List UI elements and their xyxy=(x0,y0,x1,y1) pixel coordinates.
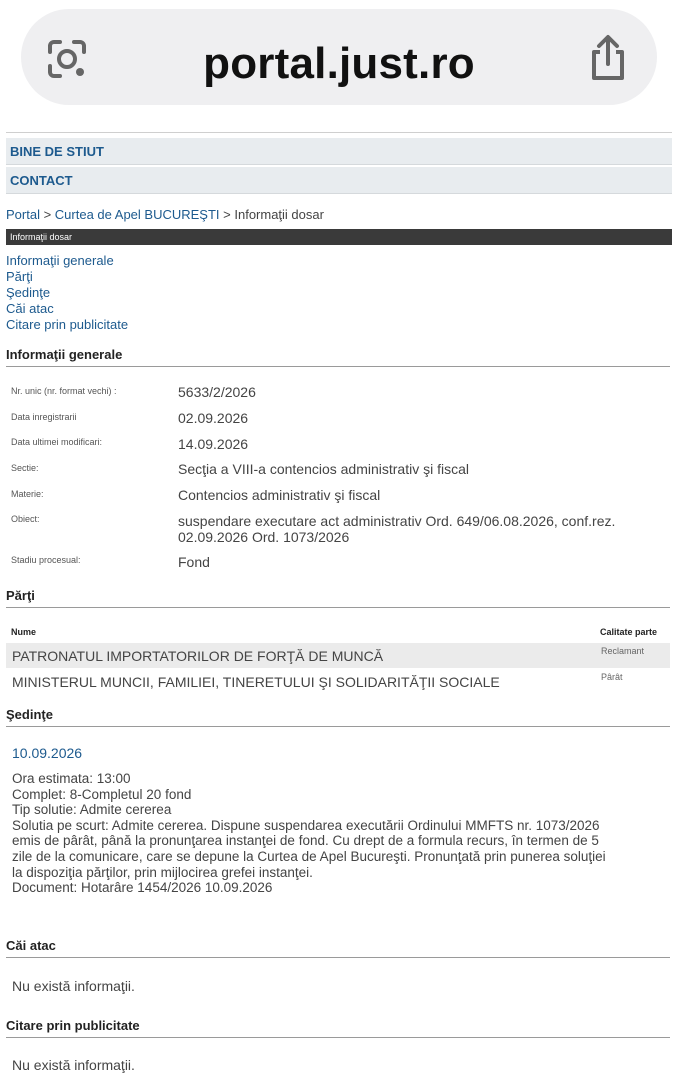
anchor-sedinte[interactable]: Şedinţe xyxy=(6,285,51,300)
breadcrumb-separator: > xyxy=(39,207,55,222)
field-label: Data ultimei modificari: xyxy=(11,437,103,447)
section-title-informatii-generale: Informaţii generale xyxy=(6,347,670,367)
party-name: MINISTERUL MUNCII, FAMILIEI, TINERETULUI ŞI SOLIDARITĂŢII SOCIALE xyxy=(12,674,500,690)
menu-item-bine-de-stiut[interactable] xyxy=(6,138,672,165)
menu-item-label: CONTACT xyxy=(10,173,73,188)
column-header-name: Nume xyxy=(11,627,37,637)
browser-chrome xyxy=(0,0,678,118)
hearing-line: la dispoziţia părţilor, prin mijlocirea grefei instanţei. xyxy=(12,864,313,880)
share-icon[interactable] xyxy=(586,34,630,87)
section-header-bar xyxy=(6,229,672,245)
breadcrumb-court-link[interactable]: Curtea de Apel BUCUREŞTI xyxy=(54,207,220,222)
party-role: Reclamant xyxy=(601,646,645,656)
field-label: Obiect: xyxy=(11,514,40,524)
section-title-citare: Citare prin publicitate xyxy=(6,1018,670,1038)
party-role: Pârât xyxy=(601,672,623,682)
hearing-line: Ora estimata: 13:00 xyxy=(12,771,131,786)
field-label: Materie: xyxy=(11,489,44,499)
hearing-line: zile de la comunicare, care se depune la Curtea de Apel Bucureşti. Pronunţată prin punerea soluţiei xyxy=(12,848,606,864)
hearing-details xyxy=(12,771,662,896)
hearing-document[interactable]: Document: Hotarâre 1454/2026 10.09.2026 xyxy=(12,880,273,896)
field-value: 5633/2/2026 xyxy=(178,384,256,400)
field-label: Nr. unic (nr. format vechi) : xyxy=(11,386,117,396)
section-title-cai-atac: Căi atac xyxy=(6,938,670,958)
field-label: Stadiu procesual: xyxy=(11,555,81,565)
table-row xyxy=(6,669,670,694)
hearing-line: Complet: 8-Completul 20 fond xyxy=(12,786,192,802)
section-header-title: Informaţii dosar xyxy=(10,232,73,242)
address-bar[interactable] xyxy=(21,9,657,105)
anchor-informatii-generale[interactable]: Informaţii generale xyxy=(6,253,114,268)
field-value: 14.09.2026 xyxy=(178,436,249,452)
field-value: Fond xyxy=(178,554,210,570)
field-value: Secţia a VIII-a contencios administrativ şi fiscal xyxy=(178,461,470,477)
empty-state-text: Nu există informaţii. xyxy=(12,978,135,994)
table-row xyxy=(6,643,670,668)
anchor-links xyxy=(6,253,128,333)
breadcrumb-separator: > xyxy=(219,207,235,222)
empty-state-text: Nu există informaţii. xyxy=(12,1057,135,1073)
hearing-line: emis de pârât, până la pronunţarea instanţei de fond. Cu drept de a formula recurs, în termen de 5 xyxy=(12,833,599,849)
anchor-citare[interactable]: Citare prin publicitate xyxy=(6,317,129,332)
breadcrumb-current: Informaţii dosar xyxy=(234,207,324,222)
anchor-cai-atac[interactable]: Căi atac xyxy=(6,301,54,316)
field-value: suspendare executare act administrativ Ord. 649/06.08.2026, conf.rez. 02.09.2026 Ord. 1073/2026 xyxy=(178,513,616,545)
anchor-parti[interactable]: Părţi xyxy=(6,269,33,284)
divider xyxy=(6,132,672,133)
hearing-line: Solutia pe scurt: Admite cererea. Dispune suspendarea executării Ordinului MMFTS nr. 1073/2026 xyxy=(12,817,600,833)
field-label: Sectie: xyxy=(11,463,39,473)
section-title-parti: Părţi xyxy=(6,588,670,608)
breadcrumb-portal-link[interactable]: Portal xyxy=(6,207,40,222)
field-value: 02.09.2026 xyxy=(178,410,249,426)
hearing-date: 10.09.2026 xyxy=(12,745,83,761)
menu-item-label: BINE DE STIUT xyxy=(10,144,104,159)
field-label: Data inregistrarii xyxy=(11,412,77,422)
party-name: PATRONATUL IMPORTATORILOR DE FORŢĂ DE MUNCĂ xyxy=(12,648,384,664)
url-text[interactable]: portal.just.ro xyxy=(203,39,475,88)
hearing-line: Tip solutie: Admite cererea xyxy=(12,802,172,818)
section-title-sedinte: Şedinţe xyxy=(6,707,670,727)
breadcrumb xyxy=(6,207,324,222)
menu-item-contact[interactable] xyxy=(6,167,672,194)
field-value: Contencios administrativ şi fiscal xyxy=(178,487,381,503)
column-header-role: Calitate parte xyxy=(600,627,658,637)
